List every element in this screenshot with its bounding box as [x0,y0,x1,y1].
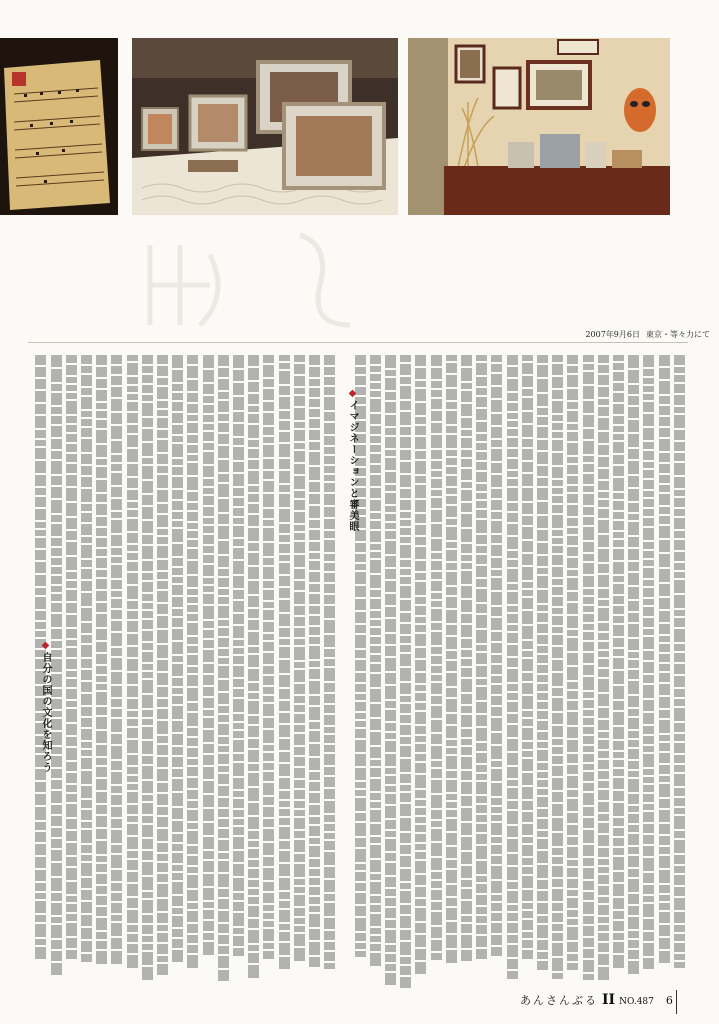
caption-place: 東京・等々力にて [646,330,710,339]
text-column [551,355,564,985]
text-column [536,355,549,985]
issue-number: NO.487 [619,997,654,1007]
text-column [126,355,139,985]
text-column [506,355,519,985]
text-column [369,355,382,985]
text-column [445,355,458,985]
text-column [642,355,655,985]
photo-frames-table-photo [132,38,398,215]
imagination-heading-text: イマジネーションと審美眼 [347,400,358,532]
text-column [278,355,291,985]
sheet-music-photo [0,38,118,215]
caption-divider [28,342,688,343]
text-column [475,355,488,985]
text-column [141,355,154,985]
own-culture-heading [38,640,53,773]
text-column [612,355,625,985]
text-column [247,355,260,985]
text-column [582,355,595,985]
text-column [673,355,686,985]
heading-bullet-icon: ◆ [40,640,51,652]
photo-caption [430,329,710,340]
text-column [156,355,169,985]
text-column [293,355,306,985]
text-column [232,355,245,985]
text-column [384,355,397,985]
text-column [490,355,503,985]
text-column [597,355,610,985]
magazine-title: あんさんぶる [520,994,598,1007]
footer-rule [676,990,677,1014]
text-column [399,355,412,985]
text-column [95,355,108,985]
decorative-watermark [0,215,719,335]
text-column [627,355,640,985]
text-column [460,355,473,985]
text-column [80,355,93,985]
page-number: 6 [665,994,673,1007]
volume-number: II [602,992,616,1008]
text-column [414,355,427,985]
imagination-heading [345,388,360,532]
text-column [323,355,336,985]
text-column [217,355,230,985]
text-column [308,355,321,985]
text-column [566,355,579,985]
room-with-paintings-photo [408,38,670,215]
text-column [521,355,534,985]
text-column [262,355,275,985]
text-column [171,355,184,985]
text-column [658,355,671,985]
caption-date: 2007年9月6日 [585,330,640,339]
text-column [202,355,215,985]
page-footer [520,992,673,1008]
text-column [110,355,123,985]
text-column [186,355,199,985]
own-culture-heading-text: 自分の国の文化を知ろう [40,652,51,773]
text-column [430,355,443,985]
text-column [65,355,78,985]
heading-bullet-icon: ◆ [347,388,358,400]
